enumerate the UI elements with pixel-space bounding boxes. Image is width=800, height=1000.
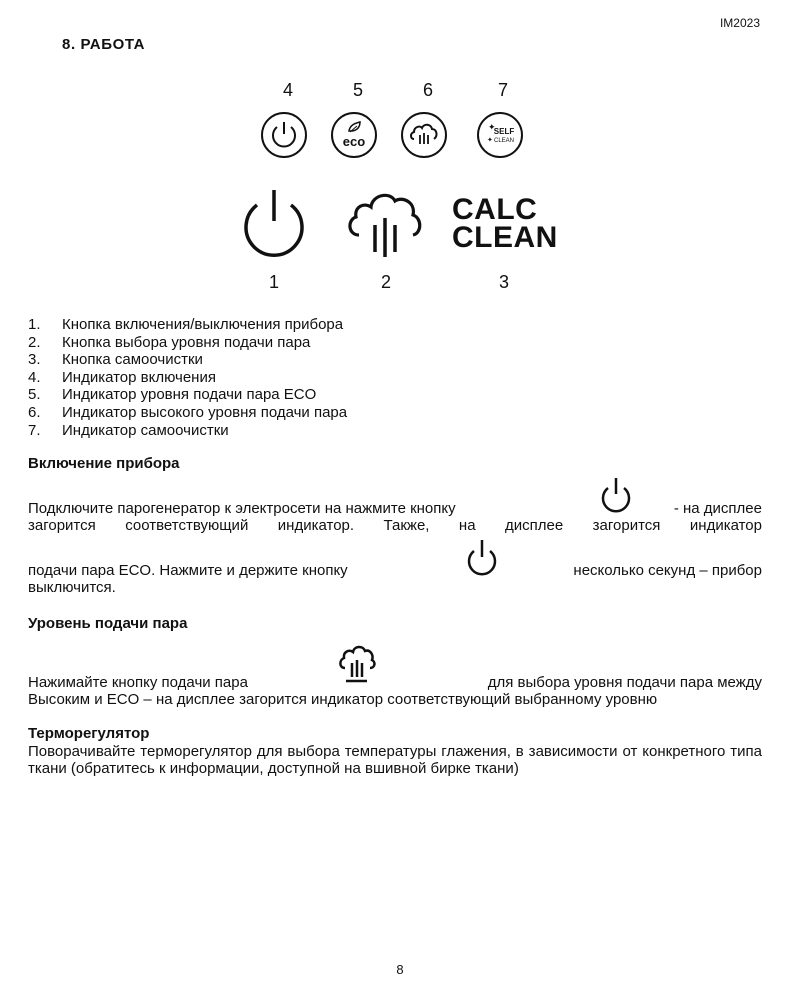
button-number-3: 3 — [498, 272, 509, 292]
thermostat-text: Поворачивайте терморегулятор для выбора температуры глажения, в зависимости от конкретного типа ткани (обратитесь к информации, доступной на вшивной бирке ткани) — [28, 743, 762, 777]
section-title: 8. РАБОТА — [62, 36, 146, 53]
power-line3-a: подачи пара ECO. Нажмите и держите кнопку — [28, 562, 348, 579]
power-button-icon[interactable] — [230, 188, 318, 258]
button-number-2: 2 — [380, 272, 391, 292]
eco-label: eco — [342, 134, 366, 149]
steam-rest: Высоким и ECO – на дисплее загорится индикатор соответствующий выбранному уровню — [28, 691, 658, 708]
steam-level-heading: Уровень подачи пара — [28, 615, 188, 632]
indicator-number-6: 6 — [422, 80, 433, 100]
steam-line1-b: для выбора уровня подачи пара между — [487, 674, 762, 691]
power-line2: загорится соответствующий индикатор. Также, на дисплее загорится индикатор — [28, 517, 762, 534]
steam-line1-a: Нажимайте кнопку подачи пара — [28, 674, 248, 691]
self-clean-indicator-icon — [477, 112, 523, 158]
indicator-number-4: 4 — [282, 80, 293, 100]
legend-item: 7. Индикатор самоочистки — [28, 421, 229, 439]
legend-item: 6. Индикатор высокого уровня подачи пара — [28, 403, 348, 421]
indicator-number-5: 5 — [352, 80, 363, 100]
svg-text:✦: ✦ — [487, 136, 493, 144]
power-inline-icon-2 — [462, 536, 502, 576]
svg-text:✦: ✦ — [488, 123, 496, 133]
calc-clean-button[interactable] — [452, 193, 558, 254]
button-number-1: 1 — [268, 272, 279, 292]
calc-label: CALC — [452, 193, 538, 226]
clean-label: CLEAN — [452, 221, 558, 254]
eco-indicator-icon — [331, 112, 377, 158]
high-steam-indicator-icon — [401, 112, 447, 158]
model-code: IM2023 — [719, 16, 760, 30]
power-inline-icon — [596, 475, 636, 513]
legend-item: 3. Кнопка самоочистки — [28, 351, 203, 369]
legend-item: 2. Кнопка выбора уровня подачи пара — [28, 333, 311, 351]
page-number: 8 — [396, 962, 404, 977]
power-line1-a: Подключите парогенератор к электросети на нажмите кнопку — [28, 500, 456, 517]
steam-inline-icon — [336, 643, 376, 687]
indicator-number-7: 7 — [497, 80, 508, 100]
steam-level-button-icon[interactable] — [342, 185, 432, 260]
power-line4: выключится. — [28, 579, 116, 596]
power-indicator-icon — [261, 112, 307, 158]
legend-item: 1. Кнопка включения/выключения прибора — [28, 316, 344, 333]
thermostat-heading: Терморегулятор — [28, 725, 150, 742]
power-line1-b: - на дисплее — [673, 500, 762, 517]
power-on-heading: Включение прибора — [28, 455, 180, 472]
legend-list — [28, 316, 347, 439]
clean-label: CLEAN — [493, 138, 515, 144]
power-line3-b: несколько секунд – прибор — [573, 562, 762, 579]
legend-item: 5. Индикатор уровня подачи пара ECO — [28, 386, 317, 404]
self-label: SELF — [493, 127, 515, 136]
legend-item: 4. Индикатор включения — [28, 368, 216, 386]
